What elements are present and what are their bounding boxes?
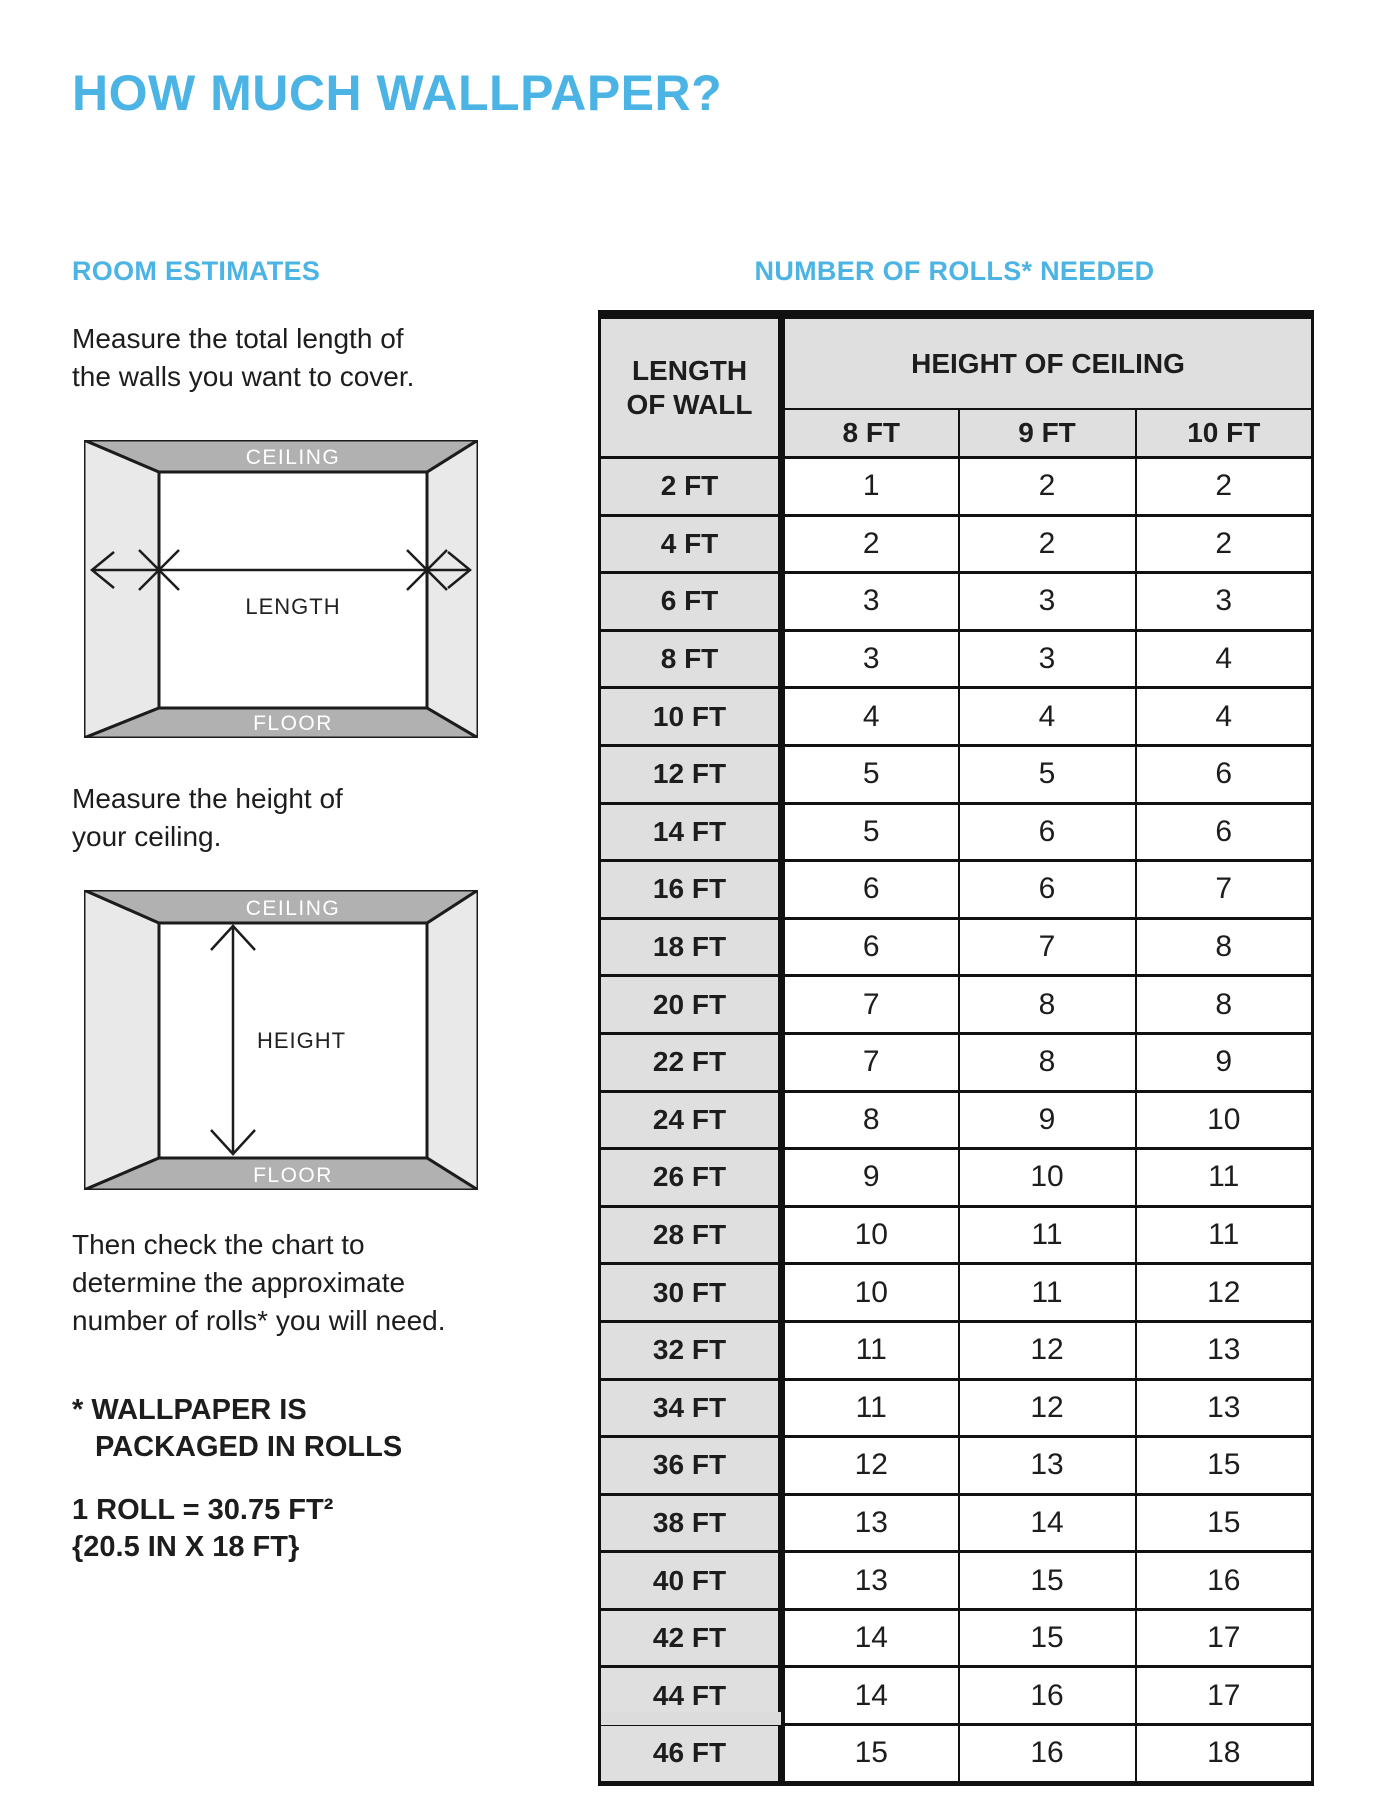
table-row <box>600 1091 1313 1149</box>
rolls-value-cell: 15 <box>782 1725 959 1784</box>
left-wall-shape <box>84 440 159 738</box>
rolls-value-cell: 12 <box>1136 1264 1313 1322</box>
rolls-value-cell: 6 <box>959 803 1136 861</box>
wall-length-cell: 4 FT <box>600 515 782 573</box>
rolls-value-cell: 16 <box>959 1725 1136 1784</box>
room-length-diagram <box>84 440 478 738</box>
rolls-value-cell: 4 <box>782 688 959 746</box>
rolls-table-body <box>600 458 1313 1784</box>
rolls-value-cell: 18 <box>1136 1725 1313 1784</box>
rolls-value-cell: 6 <box>959 861 1136 919</box>
wall-length-cell: 46 FT <box>600 1725 782 1784</box>
rolls-value-cell: 8 <box>782 1091 959 1149</box>
roll-size-line: 1 ROLL = 30.75 FT² <box>72 1494 334 1526</box>
rolls-value-cell: 6 <box>782 918 959 976</box>
wall-length-cell: 40 FT <box>600 1552 782 1610</box>
table-row <box>600 1033 1313 1091</box>
rolls-value-cell: 5 <box>782 803 959 861</box>
wall-length-cell: 24 FT <box>600 1091 782 1149</box>
wall-length-cell: 26 FT <box>600 1149 782 1207</box>
rolls-value-cell: 12 <box>959 1379 1136 1437</box>
ceiling-label: CEILING <box>245 446 341 469</box>
table-row <box>600 1149 1313 1207</box>
table-row <box>600 1609 1313 1667</box>
rolls-value-cell: 15 <box>1136 1494 1313 1552</box>
rolls-value-cell: 7 <box>782 1033 959 1091</box>
rolls-value-cell: 14 <box>959 1494 1136 1552</box>
wall-length-cell: 12 FT <box>600 745 782 803</box>
rolls-value-cell: 11 <box>782 1379 959 1437</box>
floor-label: FLOOR <box>253 1164 333 1187</box>
rolls-value-cell: 6 <box>1136 745 1313 803</box>
rolls-value-cell: 17 <box>1136 1609 1313 1667</box>
rolls-value-cell: 5 <box>782 745 959 803</box>
table-row <box>600 976 1313 1034</box>
table-row <box>600 803 1313 861</box>
rolls-value-cell: 8 <box>959 1033 1136 1091</box>
wall-length-cell: 14 FT <box>600 803 782 861</box>
rolls-value-cell: 4 <box>959 688 1136 746</box>
table-row <box>600 745 1313 803</box>
rolls-value-cell: 1 <box>782 458 959 516</box>
rolls-value-cell: 11 <box>1136 1206 1313 1264</box>
ceiling-label: CEILING <box>245 897 341 920</box>
row-header-length-of-wall <box>600 315 782 458</box>
floor-label: FLOOR <box>253 712 333 735</box>
table-row <box>600 458 1313 516</box>
rolls-value-cell: 6 <box>1136 803 1313 861</box>
wall-length-cell: 8 FT <box>600 630 782 688</box>
rolls-value-cell: 3 <box>1136 573 1313 631</box>
rolls-value-cell: 12 <box>959 1321 1136 1379</box>
wall-length-cell: 28 FT <box>600 1206 782 1264</box>
page-title: HOW MUCH WALLPAPER? <box>72 65 723 121</box>
rolls-value-cell: 3 <box>782 630 959 688</box>
rolls-value-cell: 3 <box>959 573 1136 631</box>
rolls-needed-table-wrap <box>598 310 1314 1786</box>
rolls-value-cell: 3 <box>959 630 1136 688</box>
wall-length-cell: 44 FT <box>600 1667 782 1725</box>
rolls-value-cell: 10 <box>782 1206 959 1264</box>
instruction-measure-height <box>72 780 343 856</box>
rolls-value-cell: 8 <box>1136 918 1313 976</box>
rolls-value-cell: 17 <box>1136 1667 1313 1725</box>
rolls-value-cell: 2 <box>1136 515 1313 573</box>
table-row <box>600 515 1313 573</box>
rolls-value-cell: 10 <box>1136 1091 1313 1149</box>
group-header-height-of-ceiling: HEIGHT OF CEILING <box>782 315 1313 410</box>
wall-length-cell: 18 FT <box>600 918 782 976</box>
instruction-line: number of rolls* you will need. <box>72 1305 446 1336</box>
rolls-value-cell: 5 <box>959 745 1136 803</box>
wall-length-cell: 22 FT <box>600 1033 782 1091</box>
section-heading-room-estimates: ROOM ESTIMATES <box>72 256 321 286</box>
rolls-value-cell: 13 <box>782 1552 959 1610</box>
table-row <box>600 1552 1313 1610</box>
rolls-value-cell: 13 <box>959 1437 1136 1495</box>
rolls-value-cell: 7 <box>782 976 959 1034</box>
height-label: HEIGHT <box>257 1028 347 1053</box>
column-header-9ft: 9 FT <box>959 409 1136 458</box>
table-row <box>600 630 1313 688</box>
wall-length-cell: 20 FT <box>600 976 782 1034</box>
room-length-diagram-svg <box>84 440 478 738</box>
table-row <box>600 1725 1313 1784</box>
column-header-10ft: 10 FT <box>1136 409 1313 458</box>
rolls-value-cell: 13 <box>1136 1321 1313 1379</box>
roll-size-line: {20.5 IN X 18 FT} <box>72 1531 300 1563</box>
rolls-needed-table <box>598 310 1314 1786</box>
rolls-value-cell: 13 <box>1136 1379 1313 1437</box>
rolls-value-cell: 8 <box>959 976 1136 1034</box>
rolls-value-cell: 8 <box>1136 976 1313 1034</box>
table-row <box>600 1437 1313 1495</box>
wall-length-cell: 36 FT <box>600 1437 782 1495</box>
rolls-value-cell: 9 <box>959 1091 1136 1149</box>
table-row <box>600 1264 1313 1322</box>
rolls-value-cell: 9 <box>782 1149 959 1207</box>
wall-length-cell: 38 FT <box>600 1494 782 1552</box>
rolls-value-cell: 16 <box>1136 1552 1313 1610</box>
rolls-value-cell: 2 <box>959 515 1136 573</box>
wall-length-cell: 6 FT <box>600 573 782 631</box>
rolls-value-cell: 13 <box>782 1494 959 1552</box>
wall-length-cell: 10 FT <box>600 688 782 746</box>
rolls-value-cell: 12 <box>782 1437 959 1495</box>
table-heading: NUMBER OF ROLLS* NEEDED <box>754 256 1155 286</box>
rolls-value-cell: 11 <box>959 1264 1136 1322</box>
rolls-value-cell: 10 <box>782 1264 959 1322</box>
row-header-line: LENGTH <box>631 354 748 386</box>
rolls-value-cell: 9 <box>1136 1033 1313 1091</box>
rolls-value-cell: 2 <box>782 515 959 573</box>
right-wall-shape <box>427 890 478 1190</box>
instruction-measure-length <box>72 320 414 396</box>
table-shadow-strip <box>601 1712 781 1725</box>
note-line: PACKAGED IN ROLLS <box>95 1431 403 1463</box>
back-wall-shape <box>159 472 427 708</box>
rolls-value-cell: 10 <box>959 1149 1136 1207</box>
table-row <box>600 1379 1313 1437</box>
column-header-8ft: 8 FT <box>782 409 959 458</box>
rolls-value-cell: 2 <box>959 458 1136 516</box>
rolls-value-cell: 11 <box>1136 1149 1313 1207</box>
right-wall-shape <box>427 440 478 738</box>
table-row <box>600 688 1313 746</box>
rolls-value-cell: 16 <box>959 1667 1136 1725</box>
table-row <box>600 918 1313 976</box>
wall-length-cell: 30 FT <box>600 1264 782 1322</box>
instruction-line: determine the approximate <box>72 1267 406 1298</box>
left-wall-shape <box>84 890 159 1190</box>
rolls-value-cell: 4 <box>1136 630 1313 688</box>
wall-length-cell: 16 FT <box>600 861 782 919</box>
note-line: * WALLPAPER IS <box>72 1394 307 1426</box>
wall-length-cell: 32 FT <box>600 1321 782 1379</box>
row-header-line: OF WALL <box>626 388 753 420</box>
length-label: LENGTH <box>245 594 341 619</box>
table-row <box>600 1321 1313 1379</box>
rolls-value-cell: 2 <box>1136 458 1313 516</box>
rolls-value-cell: 6 <box>782 861 959 919</box>
table-row <box>600 1206 1313 1264</box>
room-height-diagram <box>84 890 478 1190</box>
rolls-value-cell: 15 <box>959 1609 1136 1667</box>
rolls-value-cell: 14 <box>782 1609 959 1667</box>
instruction-line: Then check the chart to <box>72 1229 365 1260</box>
table-row <box>600 1494 1313 1552</box>
table-header-row <box>600 315 1313 410</box>
rolls-value-cell: 15 <box>1136 1437 1313 1495</box>
wallpaper-rolls-note <box>72 1392 402 1466</box>
rolls-value-cell: 4 <box>1136 688 1313 746</box>
instruction-line: your ceiling. <box>72 821 222 852</box>
table-row <box>600 573 1313 631</box>
rolls-value-cell: 15 <box>959 1552 1136 1610</box>
instruction-line: Measure the height of <box>72 783 343 814</box>
instruction-line: the walls you want to cover. <box>72 361 415 392</box>
room-height-diagram-svg <box>84 890 478 1190</box>
rolls-value-cell: 11 <box>782 1321 959 1379</box>
roll-size-spec <box>72 1492 333 1566</box>
wall-length-cell: 42 FT <box>600 1609 782 1667</box>
rolls-value-cell: 11 <box>959 1206 1136 1264</box>
rolls-value-cell: 7 <box>1136 861 1313 919</box>
wall-length-cell: 34 FT <box>600 1379 782 1437</box>
rolls-value-cell: 3 <box>782 573 959 631</box>
rolls-value-cell: 7 <box>959 918 1136 976</box>
wall-length-cell: 2 FT <box>600 458 782 516</box>
rolls-value-cell: 14 <box>782 1667 959 1725</box>
instruction-line: Measure the total length of <box>72 323 404 354</box>
instruction-check-chart <box>72 1226 446 1340</box>
table-row <box>600 861 1313 919</box>
